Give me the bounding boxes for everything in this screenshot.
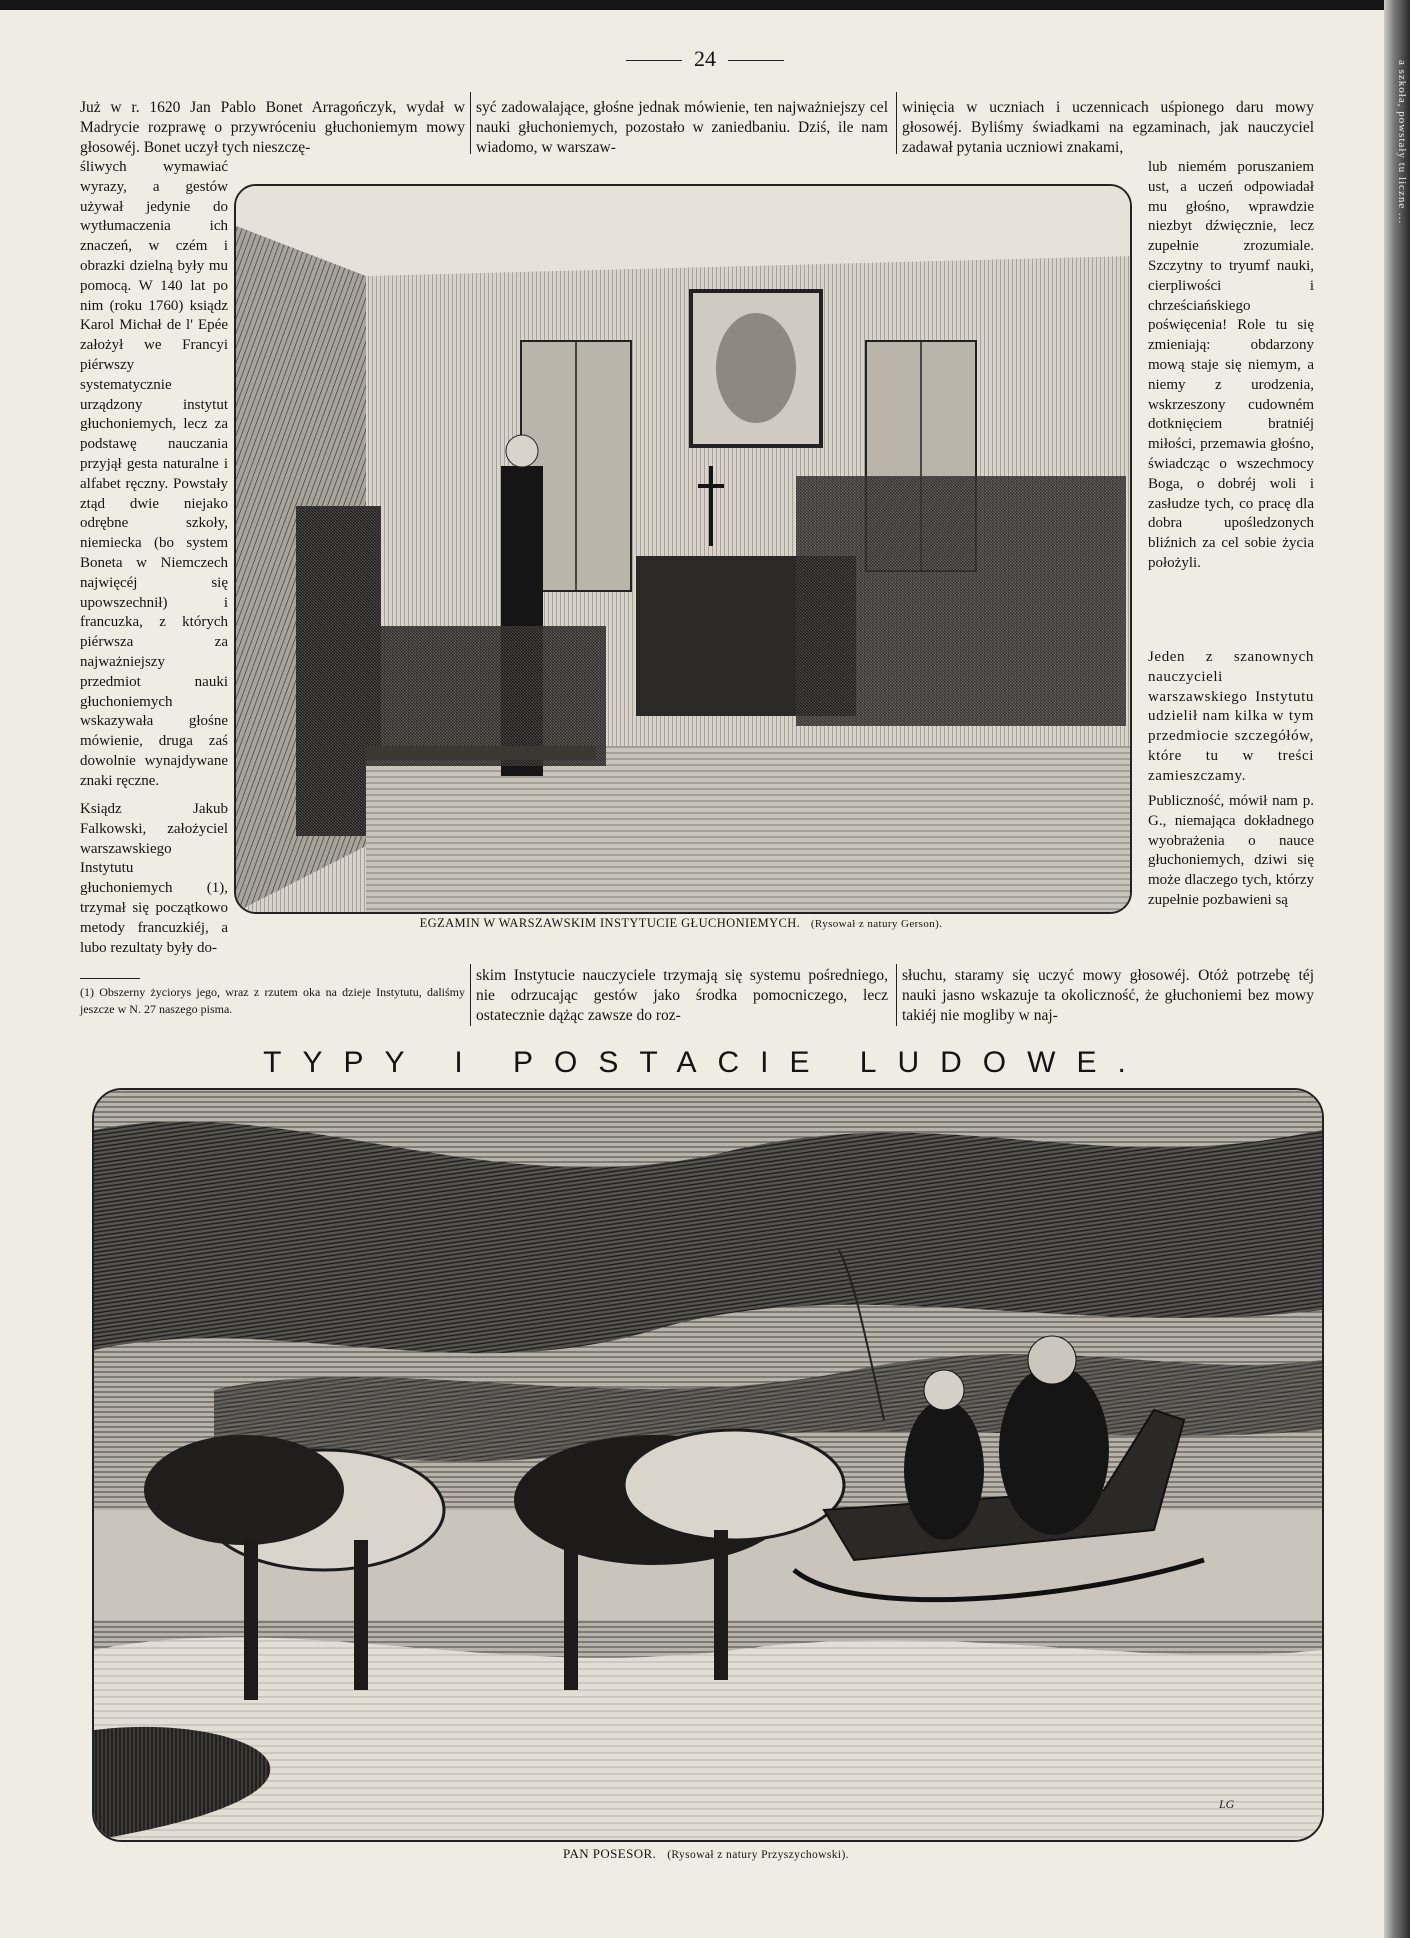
article-col1-top-text: Już w r. 1620 Jan Pablo Bonet Arragończyk, wydał w Madrycie rozprawę o przywróceniu głuchoniemym mowy głosowéj. Bonet uczył tych nieszczę- [80,99,465,156]
article-col1-bottom [80,800,228,968]
article-col3-side [1148,158,1314,646]
page-number-value: 24 [694,46,716,71]
article-col2-top-text: syć zadowalające, głośne jednak mówienie, ten najważniejszy cel nauki głuchoniemych, pozostało w zaniedbaniu. Dziś, ile nam wiadomo, w warszaw- [476,99,888,156]
article-col2-top [476,98,888,158]
article-col3-top-text: winięcia w uczniach i uczennicach uśpionego daru mowy głosowéj. Byliśmy świadkami na egzaminach, jak nauczyciel zadawał pytania uczniowi znakami, [902,99,1314,156]
article-col2-bottom [476,966,888,1026]
article-col3-bottom-text: słuchu, staramy się uczyć mowy głosowéj. Otóż potrzebę téj nauki jasno wskazuje ta okoliczność, że głuchoniemi bez mowy takiéj nie mogliby w naj- [902,967,1314,1024]
column-rule-2-bottom [896,964,897,1026]
article-col3-side3 [1148,792,1314,968]
article-col2-bottom-text: skim Instytucie nauczyciele trzymają się systemu pośredniego, nie odrzucając gestów jako środka pomocniczego, lecz ostatecznie dążąc zawsze do roz- [476,967,888,1024]
footnote-rule [80,978,140,979]
article-col3-side-text: lub niemém poruszaniem ust, a uczeń odpowiadał mu głośno, wprawdzie niezbyt dźwięcznie, lecz zupełnie zrozumiale. Szczytny to tryumf nauki, cierpliwości i chrześciańskiego poświęcenia! Role tu się zmieniają: obdarzony mową staje się niemym, a niemy z urodzenia, wskrzeszony cudowném dotknięciem bratniéj miłości, przemawia głośno, świadcząc o wszechmocy Boga, o dobréj woli i zasłudze tych, co pracę dla dobra upośledzonych bliźnich za cel sobie życia położyli. [1148,159,1314,571]
column-rule-2-top [896,92,897,154]
sleigh-caption-title: PAN POSESOR. [563,1846,657,1861]
footnote [80,984,465,1018]
article-col3-side2-text: Jeden z szanownych nauczycieli warszawskiego Instytutu udzielił nam kilka w tym przedmiocie szczegółów, które tu w treści zamieszczamy. [1148,649,1314,784]
article-col3-top [902,98,1314,158]
illustration-sleigh-caption [92,1846,1320,1862]
illustration-sleigh [92,1088,1324,1842]
article-col1-narrow-text: śliwych wymawiać wyrazy, a gestów używał jedynie do wytłumaczenia ich znaczeń, w czém i obrazki dzielną były mu pomocą. W 140 lat po nim (roku 1760) ksiądz Karol Michał de l' Epée założył we Francyi piérwszy systematycznie urządzony instytut głuchoniemych, lecz za podstawę nauczania przyjął gesta naturalne i alfabet ręczny. Powstały ztąd dwie niejako odrębne szkoły, niemiecka (bo system Boneta w Niemczech najwięcéj się upowszechnił) i francuzka, z których piérwsza za najważniejszy przedmiot nauki głuchoniemych wskazywała głośne mówienie, druga zaś dowolnie wynajdywane znaki ręczne. [80,159,228,789]
article-col3-side3-text: Publiczność, mówił nam p. G., niemająca dokładnego wyobrażenia o nauce głuchoniemych, dziwi się może dlaczego tych, którzy zupełnie pozbawieni są [1148,793,1314,908]
edge-text: a szkoła, powstały tu liczne ... [1396,60,1408,225]
column-rule-1-top [470,92,471,154]
illustration-exam [234,184,1132,914]
article-col1b-text: Ksiądz Jakub Falkowski, założyciel warszawskiego Instytutu głuchoniemych (1), trzymał się początkowo metody francuzkiéj, a lubo rezultaty były do- [80,801,228,956]
top-border [0,0,1410,10]
page-number [0,46,1410,72]
article-col1-narrow [80,158,228,800]
sleigh-caption-credit: (Rysował z natury Przyszychowski). [667,1849,849,1861]
exam-engraving [236,186,1130,912]
sleigh-engraving [94,1090,1322,1840]
exam-caption-credit: (Rysował z natury Gerson). [810,918,943,930]
page-edge-strip [1384,0,1410,1938]
engraver-signature: LG [1219,1797,1235,1811]
article-col1-top [80,98,465,158]
article-col3-bottom [902,966,1314,1026]
column-rule-1-bottom [470,964,471,1026]
footnote-text: (1) Obszerny życiorys jego, wraz z rzutem oka na dzieje Instytutu, daliśmy jeszcze w N. 27 naszego pisma. [80,985,465,1016]
illustration-exam-caption [234,916,1128,931]
article-col3-side2 [1148,648,1314,790]
exam-caption-title: EGZAMIN W WARSZAWSKIM INSTYTUCIE GŁUCHONIEMYCH. [419,916,801,930]
section-title: TYPY I POSTACIE LUDOWE. [263,1046,1147,1079]
